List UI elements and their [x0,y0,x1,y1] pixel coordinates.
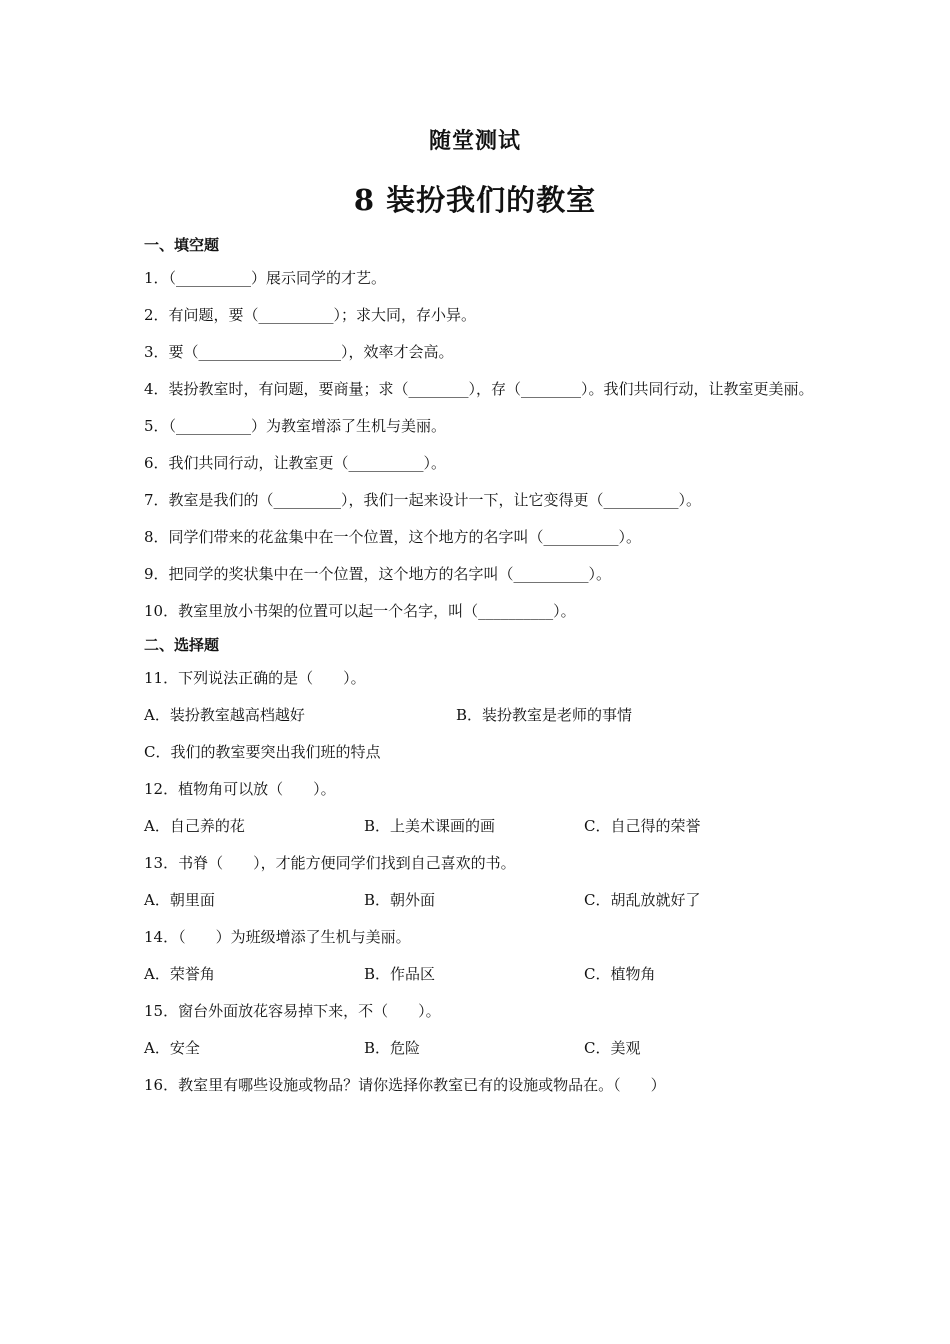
question-9: 9．把同学的奖状集中在一个位置，这个地方的名字叫（__________）。 [144,565,612,583]
option-a: A．自己养的花 [144,817,245,835]
question-3: 3．要（___________________），效率才会高。 [144,343,454,361]
page-title: 随堂测试 [428,128,521,154]
question-2: 2．有问题，要（__________）；求大同，存小异。 [144,306,477,324]
question-12: 12．植物角可以放（ ）。 [144,780,336,798]
option-c: C．美观 [584,1039,641,1057]
question-11-options-row1 [144,697,814,734]
section-heading-multiple-choice: 二、选择题 [144,636,220,654]
option-c: C．自己得的荣誉 [584,817,701,835]
question-11: 11．下列说法正确的是（ ）。 [144,669,366,687]
question-1: 1．（__________）展示同学的才艺。 [144,269,387,287]
lesson-title: 8 装扮我们的教室 [353,183,597,217]
question-8: 8．同学们带来的花盆集中在一个位置，这个地方的名字叫（__________）。 [144,528,642,546]
question-13: 13．书脊（ ），才能方便同学们找到自己喜欢的书。 [144,854,516,872]
question-15: 15．窗台外面放花容易掉下来，不（ ）。 [144,1002,441,1020]
option-b: B．危险 [364,1039,421,1057]
question-12-options [144,808,814,845]
question-14: 14．（ ）为班级增添了生机与美丽。 [144,928,411,946]
option-c: C．胡乱放就好了 [584,891,701,909]
question-11-options-row2 [144,734,814,771]
section-heading-fill-blank: 一、填空题 [144,236,220,254]
option-c: C．植物角 [584,965,656,983]
worksheet-content [144,230,814,1104]
question-6: 6．我们共同行动，让教室更（__________）。 [144,454,447,472]
option-b: B．装扮教室是老师的事情 [456,706,633,724]
question-4: 4．装扮教室时，有问题，要商量；求（________），存（________）。我们共同行动，让教室更美丽。 [144,380,814,398]
option-a: A．装扮教室越高档越好 [144,706,305,724]
question-15-options [144,1030,814,1067]
option-a: A．荣誉角 [144,965,215,983]
question-13-options [144,882,814,919]
option-a: A．朝里面 [144,891,215,909]
option-a: A．安全 [144,1039,200,1057]
option-b: B．朝外面 [364,891,436,909]
question-10: 10．教室里放小书架的位置可以起一个名字，叫（__________）。 [144,602,576,620]
option-b: B．上美术课画的画 [364,817,496,835]
option-c: C．我们的教室要突出我们班的特点 [144,743,381,761]
question-7: 7．教室是我们的（_________），我们一起来设计一下，让它变得更（__________）。 [144,491,702,509]
option-b: B．作品区 [364,965,436,983]
question-16: 16．教室里有哪些设施或物品？请你选择你教室已有的设施或物品在。（ ） [144,1076,666,1094]
question-14-options [144,956,814,993]
question-5: 5．（__________）为教室增添了生机与美丽。 [144,417,447,435]
